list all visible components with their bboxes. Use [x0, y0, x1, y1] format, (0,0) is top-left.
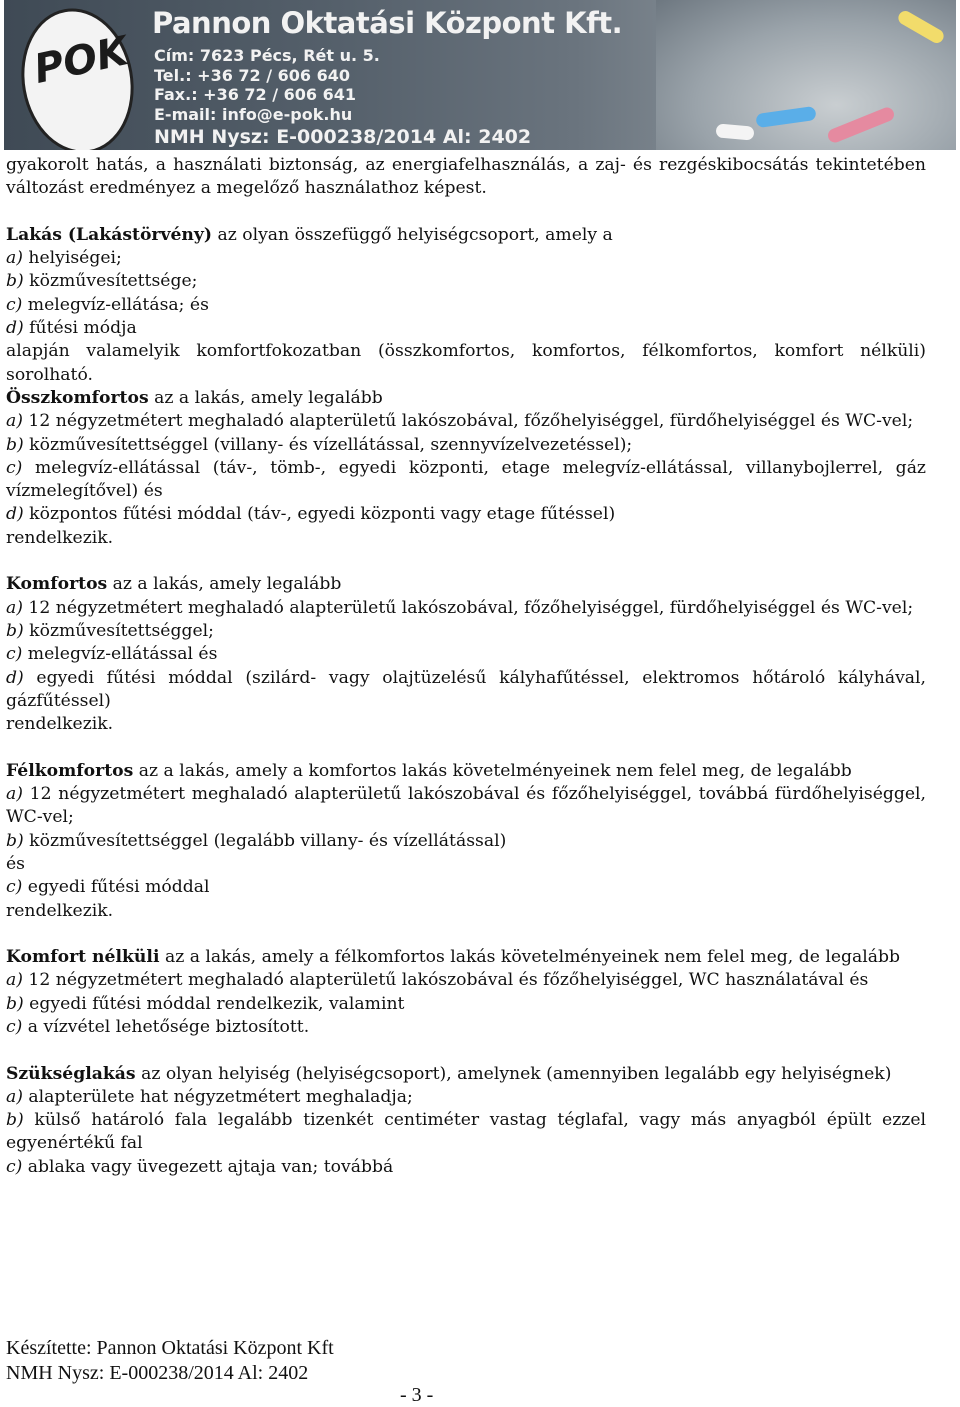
term: Komfort nélküli — [6, 947, 160, 968]
szukseglakas-definition: Szükséglakás az olyan helyiség (helyiségcsoport), amelynek (amennyiben legalább egy helyiségnek) — [6, 1063, 892, 1084]
list-item: d) központos fűtési móddal (táv-, egyedi központi vagy etage fűtéssel) — [6, 504, 616, 525]
term: Szükséglakás — [6, 1063, 136, 1084]
footer-author: Készítette: Pannon Oktatási Központ Kft — [6, 1337, 334, 1359]
komfortos-definition: Komfortos az a lakás, amely legalább — [6, 574, 342, 595]
term: Komfortos — [6, 574, 108, 595]
list-item: b) külső határoló fala legalább tizenkét centiméter vastag téglafal, vagy más anyagból épült ezzel egyenértékű fal — [6, 1110, 926, 1154]
list-item: c) melegvíz-ellátással és — [6, 644, 218, 665]
closing-text: rendelkezik. — [6, 900, 114, 921]
list-item: c) melegvíz-ellátása; és — [6, 294, 209, 315]
list-item: c) a vízvétel lehetősége biztosított. — [6, 1016, 310, 1037]
logo-text: POK — [30, 28, 133, 93]
term: Félkomfortos — [6, 760, 134, 781]
term: Lakás (Lakástörvény) — [6, 224, 212, 245]
list-item: b) közművesítettséggel (villany- és vízellátással, szennyvízelvezetéssel); — [6, 434, 633, 455]
term: Összkomfortos — [6, 387, 149, 408]
closing-text: rendelkezik. — [6, 714, 114, 735]
chalk-blue — [755, 106, 816, 128]
list-item: d) fűtési módja — [6, 318, 137, 339]
contact-block — [154, 46, 380, 124]
list-item: b) közművesítettséggel; — [6, 620, 214, 641]
company-name: Pannon Oktatási Központ Kft. — [152, 6, 623, 40]
list-item: a) helyiségei; — [6, 248, 122, 269]
address: Cím: 7623 Pécs, Rét u. 5. — [154, 46, 380, 65]
list-item: b) egyedi fűtési móddal rendelkezik, valamint — [6, 993, 405, 1014]
list-item: a) 12 négyzetmétert meghaladó alapterületű lakószobával, főzőhelyiséggel, fürdőhelyiséggel és WC-vel; — [6, 597, 914, 618]
list-item: d) egyedi fűtési móddal (szilárd- vagy olajtüzelésű kályhafűtéssel, elektromos hőtároló kályhával, gázfűtéssel) — [6, 667, 926, 711]
email: E-mail: info@e-pok.hu — [154, 104, 353, 124]
osszkomfortos-definition: Összkomfortos az a lakás, amely legalább — [6, 387, 383, 408]
list-item: a) alapterülete hat négyzetmétert meghaladja; — [6, 1086, 413, 1107]
list-item: c) egyedi fűtési móddal — [6, 877, 210, 898]
fax: Fax.: +36 72 / 606 641 — [154, 85, 357, 105]
list-item: a) 12 négyzetmétert meghaladó alapterületű lakószobával és főzőhelyiséggel, WC használatával és — [6, 970, 869, 991]
felkomfortos-definition: Félkomfortos az a lakás, amely a komfortos lakás követelményeinek nem felel meg, de legalább — [6, 760, 852, 781]
komfort-nelkuli-definition: Komfort nélküli az a lakás, amely a félkomfortos lakás követelményeinek nem felel meg, de legalább — [6, 947, 901, 968]
phone: Tel.: +36 72 / 606 640 — [154, 65, 351, 85]
conjunction: és — [6, 853, 25, 874]
list-item: a) 12 négyzetmétert meghaladó alapterületű lakószobával és főzőhelyiséggel, továbbá fürdőhelyiséggel, WC-vel; — [6, 784, 926, 828]
chalk-white — [715, 123, 754, 140]
document-body — [6, 154, 926, 1179]
list-item: b) közművesítettséggel (legalább villany- és vízellátással) — [6, 830, 507, 851]
list-item: c) ablaka vagy üvegezett ajtaja van; továbbá — [6, 1156, 394, 1177]
list-item: a) 12 négyzetmétert meghaladó alapterületű lakószobával, főzőhelyiséggel, fürdőhelyiséggel és WC-vel; — [6, 411, 914, 432]
footer-nmh: NMH Nysz: E-000238/2014 Al: 2402 — [6, 1362, 309, 1384]
page-number: - 3 - — [400, 1384, 434, 1406]
chalk-pink — [826, 105, 896, 144]
lakas-definition: Lakás (Lakástörvény) az olyan összefüggő helyiségcsoport, amely a — [6, 224, 613, 245]
intro-paragraph: gyakorolt hatás, a használati biztonság, az energiafelhasználás, a zaj- és rezgéskibocsátás tekintetében változást eredményez a megelőző használathoz képest. — [6, 155, 926, 199]
list-item: b) közművesítettsége; — [6, 271, 198, 292]
header-banner — [4, 0, 956, 150]
chalkboard-image — [656, 0, 956, 150]
page-footer — [6, 1336, 946, 1386]
closing-text: alapján valamelyik komfortfokozatban (összkomfortos, komfortos, félkomfortos, komfort nélküli) sorolható. — [6, 341, 926, 385]
closing-text: rendelkezik. — [6, 527, 114, 548]
chalk-yellow — [896, 8, 946, 45]
header-nmh: NMH Nysz: E-000238/2014 Al: 2402 — [154, 126, 532, 148]
list-item: c) melegvíz-ellátással (táv-, tömb-, egyedi központi, etage melegvíz-ellátással, villanybojlerrel, gáz vízmelegítővel) és — [6, 457, 926, 502]
